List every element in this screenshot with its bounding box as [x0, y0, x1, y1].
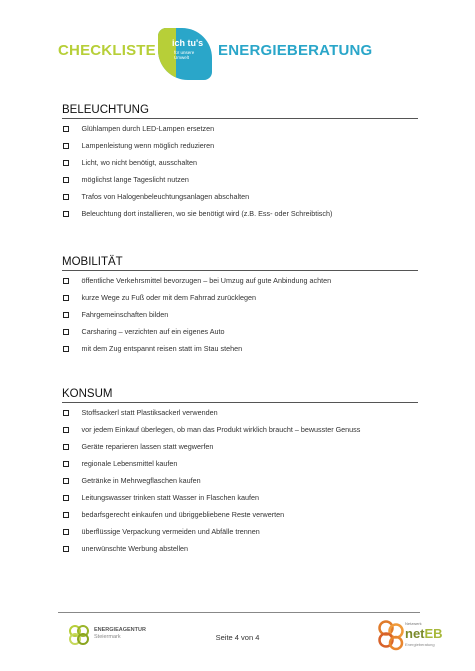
neteb-logo [376, 618, 443, 654]
section-konsum [62, 388, 418, 554]
neteb-name [405, 626, 443, 641]
item-text: Carsharing – verzichten auf ein eigenes Auto [81, 327, 225, 336]
checklist [62, 124, 418, 219]
checkbox[interactable] [63, 427, 69, 433]
checklist [62, 408, 418, 554]
logo-title: ich tu's [172, 38, 204, 48]
item-text: Getränke in Mehrwegflaschen kaufen [81, 476, 201, 485]
item-text: Stoffsackerl statt Plastiksackerl verwenden [81, 408, 218, 417]
neteb-name-a: net [405, 626, 425, 641]
checklist-item [62, 310, 418, 320]
checklist-item [62, 344, 418, 354]
neteb-small-label: Netzwerk [405, 621, 422, 626]
item-text: möglichst lange Tageslicht nutzen [81, 175, 189, 184]
checkbox[interactable] [63, 143, 69, 149]
checklist-item [62, 408, 418, 418]
item-text: vor jedem Einkauf überlegen, ob man das Produkt wirklich braucht – bewusster Genuss [81, 425, 361, 434]
item-text: öffentliche Verkehrsmittel bevorzugen – bei Umzug auf gute Anbindung achten [81, 276, 332, 285]
checkbox[interactable] [63, 512, 69, 518]
checkbox[interactable] [63, 410, 69, 416]
section-beleuchtung [62, 104, 418, 219]
checkbox[interactable] [63, 278, 69, 284]
checkbox[interactable] [63, 546, 69, 552]
checklist-item [62, 124, 418, 134]
checklist-item [62, 476, 418, 486]
neteb-name-b: EB [424, 626, 443, 641]
logo-subtitle: für unsere Umwelt [174, 50, 195, 60]
checklist [62, 276, 418, 354]
neteb-sub: Energieberatung [405, 642, 435, 647]
section-title: MOBILITÄT [62, 256, 418, 271]
checklist-item [62, 276, 418, 286]
checklist-item [62, 459, 418, 469]
checklist-item [62, 442, 418, 452]
item-text: Glühlampen durch LED-Lampen ersetzen [81, 124, 215, 133]
checkbox[interactable] [63, 478, 69, 484]
checklist-item [62, 158, 418, 168]
section-mobilitaet [62, 256, 418, 354]
item-text: Lampenleistung wenn möglich reduzieren [81, 141, 215, 150]
page-header [0, 24, 475, 84]
checkbox[interactable] [63, 194, 69, 200]
checkbox[interactable] [63, 160, 69, 166]
header-left-title: CHECKLISTE [58, 42, 156, 59]
checklist-item [62, 293, 418, 303]
checklist-item [62, 493, 418, 503]
item-text: überflüssige Verpackung vermeiden und Abfälle trennen [81, 527, 260, 536]
checkbox[interactable] [63, 126, 69, 132]
item-text: Licht, wo nicht benötigt, ausschalten [81, 158, 197, 167]
checklist-item [62, 425, 418, 435]
item-text: Trafos von Halogenbeleuchtungsanlagen abschalten [81, 192, 250, 201]
checklist-item [62, 510, 418, 520]
checklist-item [62, 209, 418, 219]
checkbox[interactable] [63, 529, 69, 535]
page-number: Seite 4 von 4 [215, 633, 260, 642]
ich-tus-logo [158, 28, 212, 80]
checkbox[interactable] [63, 495, 69, 501]
checkbox[interactable] [63, 295, 69, 301]
checkbox[interactable] [63, 312, 69, 318]
energieagentur-sub: Steiermark [94, 633, 121, 640]
checkbox[interactable] [63, 444, 69, 450]
item-text: Geräte reparieren lassen statt wegwerfen [81, 442, 214, 451]
checkbox[interactable] [63, 211, 69, 217]
checklist-item [62, 175, 418, 185]
header-right-title: ENERGIEBERATUNG [218, 42, 373, 59]
energieagentur-name: ENERGIEAGENTUR [94, 627, 146, 633]
neteb-logo-icon [376, 618, 406, 652]
item-text: unerwünschte Werbung abstellen [81, 544, 189, 553]
checklist-item [62, 141, 418, 151]
checkbox[interactable] [63, 461, 69, 467]
item-text: Fahrgemeinschaften bilden [81, 310, 169, 319]
checkbox[interactable] [63, 329, 69, 335]
item-text: Beleuchtung dort installieren, wo sie benötigt wird (z.B. Ess- oder Schreibtisch) [81, 209, 333, 218]
section-title: BELEUCHTUNG [62, 104, 418, 119]
item-text: regionale Lebensmittel kaufen [81, 459, 178, 468]
checklist-item [62, 544, 418, 554]
checkbox[interactable] [63, 346, 69, 352]
checklist-item [62, 527, 418, 537]
section-title: KONSUM [62, 388, 418, 403]
item-text: bedarfsgerecht einkaufen und übriggebliebene Reste verwerten [81, 510, 285, 519]
checklist-item [62, 192, 418, 202]
checklist-item [62, 327, 418, 337]
item-text: mit dem Zug entspannt reisen statt im Stau stehen [81, 344, 243, 353]
item-text: Leitungswasser trinken statt Wasser in Flaschen kaufen [81, 493, 260, 502]
item-text: kurze Wege zu Fuß oder mit dem Fahrrad zurücklegen [81, 293, 256, 302]
footer-divider [58, 612, 420, 613]
checkbox[interactable] [63, 177, 69, 183]
